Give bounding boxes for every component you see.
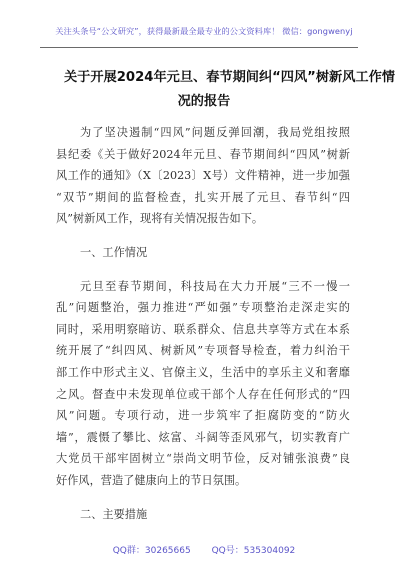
footer-contact <box>0 543 408 556</box>
paragraph-1-line: 为了坚决遏制“四风”问题反弹回潮，我局党组按照 <box>80 126 350 139</box>
title-line-2: 况的报告 <box>177 94 231 109</box>
footer-qq-group: QQ群：30265665 <box>112 546 191 556</box>
section-1-line: 乱”问题整治，强力推进“严如强”专项整治走深走实的 <box>56 301 350 315</box>
section-1-heading: 一、工作情况 <box>80 245 148 259</box>
section-1-line: 元旦至春节期间，科技局在大力开展“三不一慢一 <box>80 279 350 293</box>
paragraph-1-line: 风”树新风工作，现将有关情况报告如下。 <box>56 212 264 226</box>
header-note: 关注头条号“公文研究”，获得最新最全最专业的公文资料库！ 微信：gongwenyj <box>55 26 353 36</box>
section-1-line: 部工作中形式主义、官僚主义，生活中的享乐主义和奢靡 <box>56 365 350 379</box>
section-1-line: 风”问题。专项行动，进一步筑牢了拒腐防变的“防火 <box>56 409 350 423</box>
section-1-line: 同时，采用明察暗访、联系群众、信息共享等方式在本系 <box>56 322 350 336</box>
section-2-heading: 二、主要措施 <box>80 507 148 521</box>
section-1-line: 好作风，营造了健康向上的节日氛围。 <box>56 473 247 487</box>
section-1-line: 统开展了“纠四风、树新风”专项督导检查，着力纠治干 <box>56 344 350 358</box>
header-divider <box>40 47 358 48</box>
paragraph-1-line: 风工作的通知》（X〔2023〕X号）文件精神，进一步加强 <box>56 169 350 183</box>
document-title <box>64 66 395 114</box>
section-1-line: 之风。督查中未发现单位或干部个人存在任何形式的“四 <box>56 387 350 401</box>
paragraph-1-line: 县纪委《关于做好2024年元旦、春节期间纠“四风”树新 <box>56 147 350 161</box>
footer-qq-number: QQ号：535304092 <box>211 546 296 556</box>
section-1-line: 墙”，震慑了攀比、炫富、斗阔等歪风邪气，切实教育广 <box>56 430 350 444</box>
paragraph-1-line: “双节”期间的监督检查，扎实开展了元旦、春节纠“四 <box>56 190 350 204</box>
section-1-line: 大党员干部牢固树立“崇尚文明节俭，反对铺张浪费”良 <box>56 452 350 466</box>
title-line-1: 关于开展2024年元旦、春节期间纠“四风”树新风工作情 <box>64 70 395 85</box>
document-body <box>56 122 350 537</box>
